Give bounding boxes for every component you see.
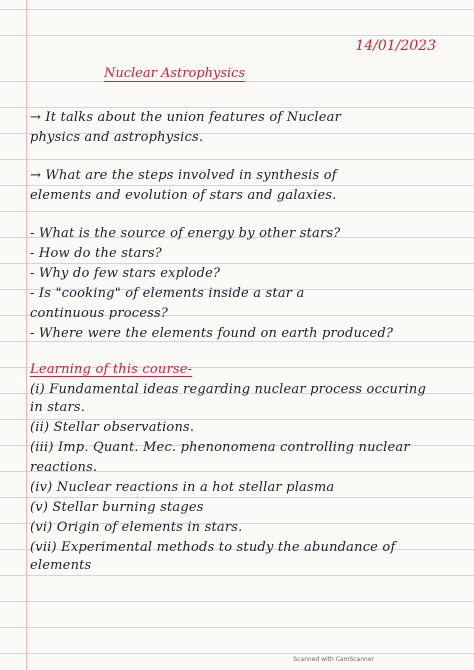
list-item: (v) Stellar burning stages xyxy=(30,500,204,515)
note-line: - What is the source of energy by other stars? xyxy=(30,226,341,241)
margin-line xyxy=(26,0,27,670)
scanner-watermark: Scanned with CamScanner xyxy=(293,656,374,663)
note-line: continuous process? xyxy=(30,306,169,321)
page-title: Nuclear Astrophysics xyxy=(104,66,246,81)
list-item: (iv) Nuclear reactions in a hot stellar plasma xyxy=(30,480,335,495)
list-item: reactions. xyxy=(30,460,98,475)
list-item: elements xyxy=(30,558,92,573)
note-line: → What are the steps involved in synthesis of xyxy=(30,168,337,183)
section-heading: Learning of this course- xyxy=(30,362,193,377)
note-line: - Is "cooking" of elements inside a star a xyxy=(30,286,305,301)
note-line: - Where were the elements found on earth produced? xyxy=(30,326,394,341)
list-item: (vi) Origin of elements in stars. xyxy=(30,520,243,535)
note-line: - Why do few stars explode? xyxy=(30,266,221,281)
note-line: physics and astrophysics. xyxy=(30,130,204,145)
list-item: (iii) Imp. Quant. Mec. phenonomena controlling nuclear xyxy=(30,440,410,455)
list-item: in stars. xyxy=(30,400,86,415)
list-item: (vii) Experimental methods to study the abundance of xyxy=(30,540,396,555)
date: 14/01/2023 xyxy=(355,38,436,54)
note-line: - How do the stars? xyxy=(30,246,162,261)
list-item: (i) Fundamental ideas regarding nuclear process occuring xyxy=(30,382,426,397)
note-line: elements and evolution of stars and galaxies. xyxy=(30,188,337,203)
list-item: (ii) Stellar observations. xyxy=(30,420,195,435)
note-line: → It talks about the union features of Nuclear xyxy=(30,110,341,125)
